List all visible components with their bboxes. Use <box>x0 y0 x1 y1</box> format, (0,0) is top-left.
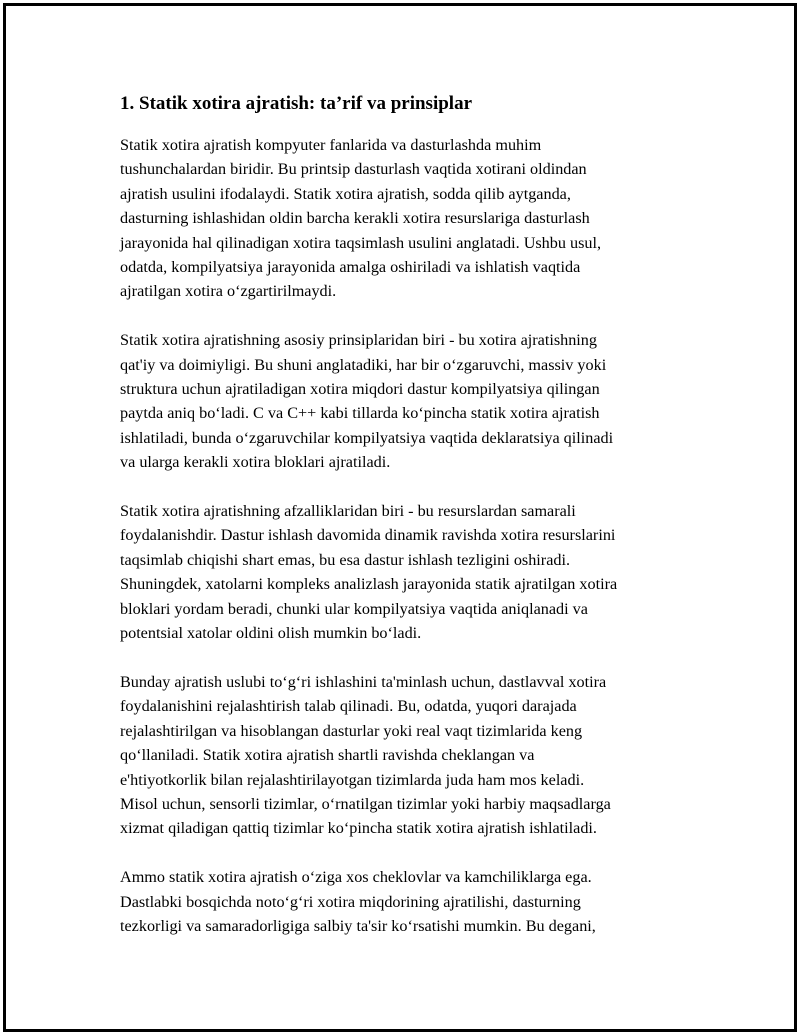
paragraph-line: potentsial xatolar oldini olish mumkin bo‘ladi. <box>120 624 422 643</box>
paragraph-list <box>120 133 700 938</box>
paragraph-line: paytda aniq bo‘ladi. C va C++ kabi tillarda ko‘pincha statik xotira ajratish <box>120 404 600 423</box>
paragraph-line: dasturning ishlashidan oldin barcha kerakli xotira resurslariga dasturlash <box>120 209 590 228</box>
paragraph <box>120 499 700 645</box>
paragraph-line: rejalashtirilgan va hisoblangan dasturlar yoki real vaqt tizimlarida keng <box>120 721 583 740</box>
paragraph-line: struktura uchun ajratiladigan xotira miqdori dastur kompilyatsiya qilingan <box>120 380 600 399</box>
paragraph-line: va ularga kerakli xotira bloklari ajratiladi. <box>120 453 391 472</box>
paragraph-line: bloklari yordam beradi, chunki ular kompilyatsiya vaqtida aniqlanadi va <box>120 599 588 618</box>
paragraph-line: Shuningdek, xatolarni kompleks analizlash jarayonida statik ajratilgan xotira <box>120 575 618 594</box>
paragraph <box>120 865 700 938</box>
paragraph-line: xizmat qiladigan qattiq tizimlar ko‘pincha statik xotira ajratish ishlatiladi. <box>120 819 597 838</box>
paragraph <box>120 133 700 304</box>
section-heading: 1. Statik xotira ajratish: ta’rif va prinsiplar <box>120 93 473 114</box>
paragraph-line: tezkorligi va samaradorligiga salbiy ta'sir ko‘rsatishi mumkin. Bu degani, <box>120 916 596 935</box>
paragraph-line: ajratish usulini ifodalaydi. Statik xotira ajratish, sodda qilib aytganda, <box>120 184 571 203</box>
paragraph-line: taqsimlab chiqishi shart emas, bu esa dastur ishlash tezligini oshiradi. <box>120 550 571 569</box>
paragraph-line: Bunday ajratish uslubi to‘g‘ri ishlashini ta'minlash uchun, dastlavval xotira <box>120 672 607 691</box>
paragraph-line: ishlatiladi, bunda o‘zgaruvchilar kompilyatsiya vaqtida deklaratsiya qilinadi <box>120 428 614 447</box>
paragraph-line: foydalanishini rejalashtirish talab qilinadi. Bu, odatda, yuqori darajada <box>120 697 577 716</box>
paragraph-line: qat'iy va doimiyligi. Bu shuni anglatadiki, har bir o‘zgaruvchi, massiv yoki <box>120 355 607 374</box>
paragraph-line: Statik xotira ajratishning afzalliklaridan biri - bu resurslardan samarali <box>120 502 576 521</box>
paragraph-line: Statik xotira ajratishning asosiy prinsiplaridan biri - bu xotira ajratishning <box>120 331 597 350</box>
paragraph-line: ajratilgan xotira o‘zgartirilmaydi. <box>120 282 337 301</box>
paragraph-line: Misol uchun, sensorli tizimlar, o‘rnatilgan tizimlar yoki harbiy maqsadlarga <box>120 794 611 813</box>
paragraph <box>120 328 700 474</box>
paragraph-line: tushunchalardan biridir. Bu printsip dasturlash vaqtida xotirani oldindan <box>120 160 587 179</box>
document-body <box>120 92 700 963</box>
paragraph-line: jarayonida hal qilinadigan xotira taqsimlash usulini anglatadi. Ushbu usul, <box>120 233 602 252</box>
paragraph-line: foydalanishdir. Dastur ishlash davomida dinamik ravishda xotira resurslarini <box>120 526 616 545</box>
paragraph-line: Ammo statik xotira ajratish o‘ziga xos cheklovlar va kamchiliklarga ega. <box>120 868 592 887</box>
paragraph <box>120 670 700 841</box>
paragraph-line: e'htiyotkorlik bilan rejalashtirilayotgan tizimlarda juda ham mos keladi. <box>120 770 585 789</box>
paragraph-line: qo‘llaniladi. Statik xotira ajratish shartli ravishda cheklangan va <box>120 746 535 765</box>
paragraph-line: Dastlabki bosqichda noto‘g‘ri xotira miqdorining ajratilishi, dasturning <box>120 892 581 911</box>
page-frame <box>3 3 797 1032</box>
paragraph-line: odatda, kompilyatsiya jarayonida amalga oshiriladi va ishlatish vaqtida <box>120 258 581 277</box>
paragraph-line: Statik xotira ajratish kompyuter fanlarida va dasturlashda muhim <box>120 136 542 154</box>
